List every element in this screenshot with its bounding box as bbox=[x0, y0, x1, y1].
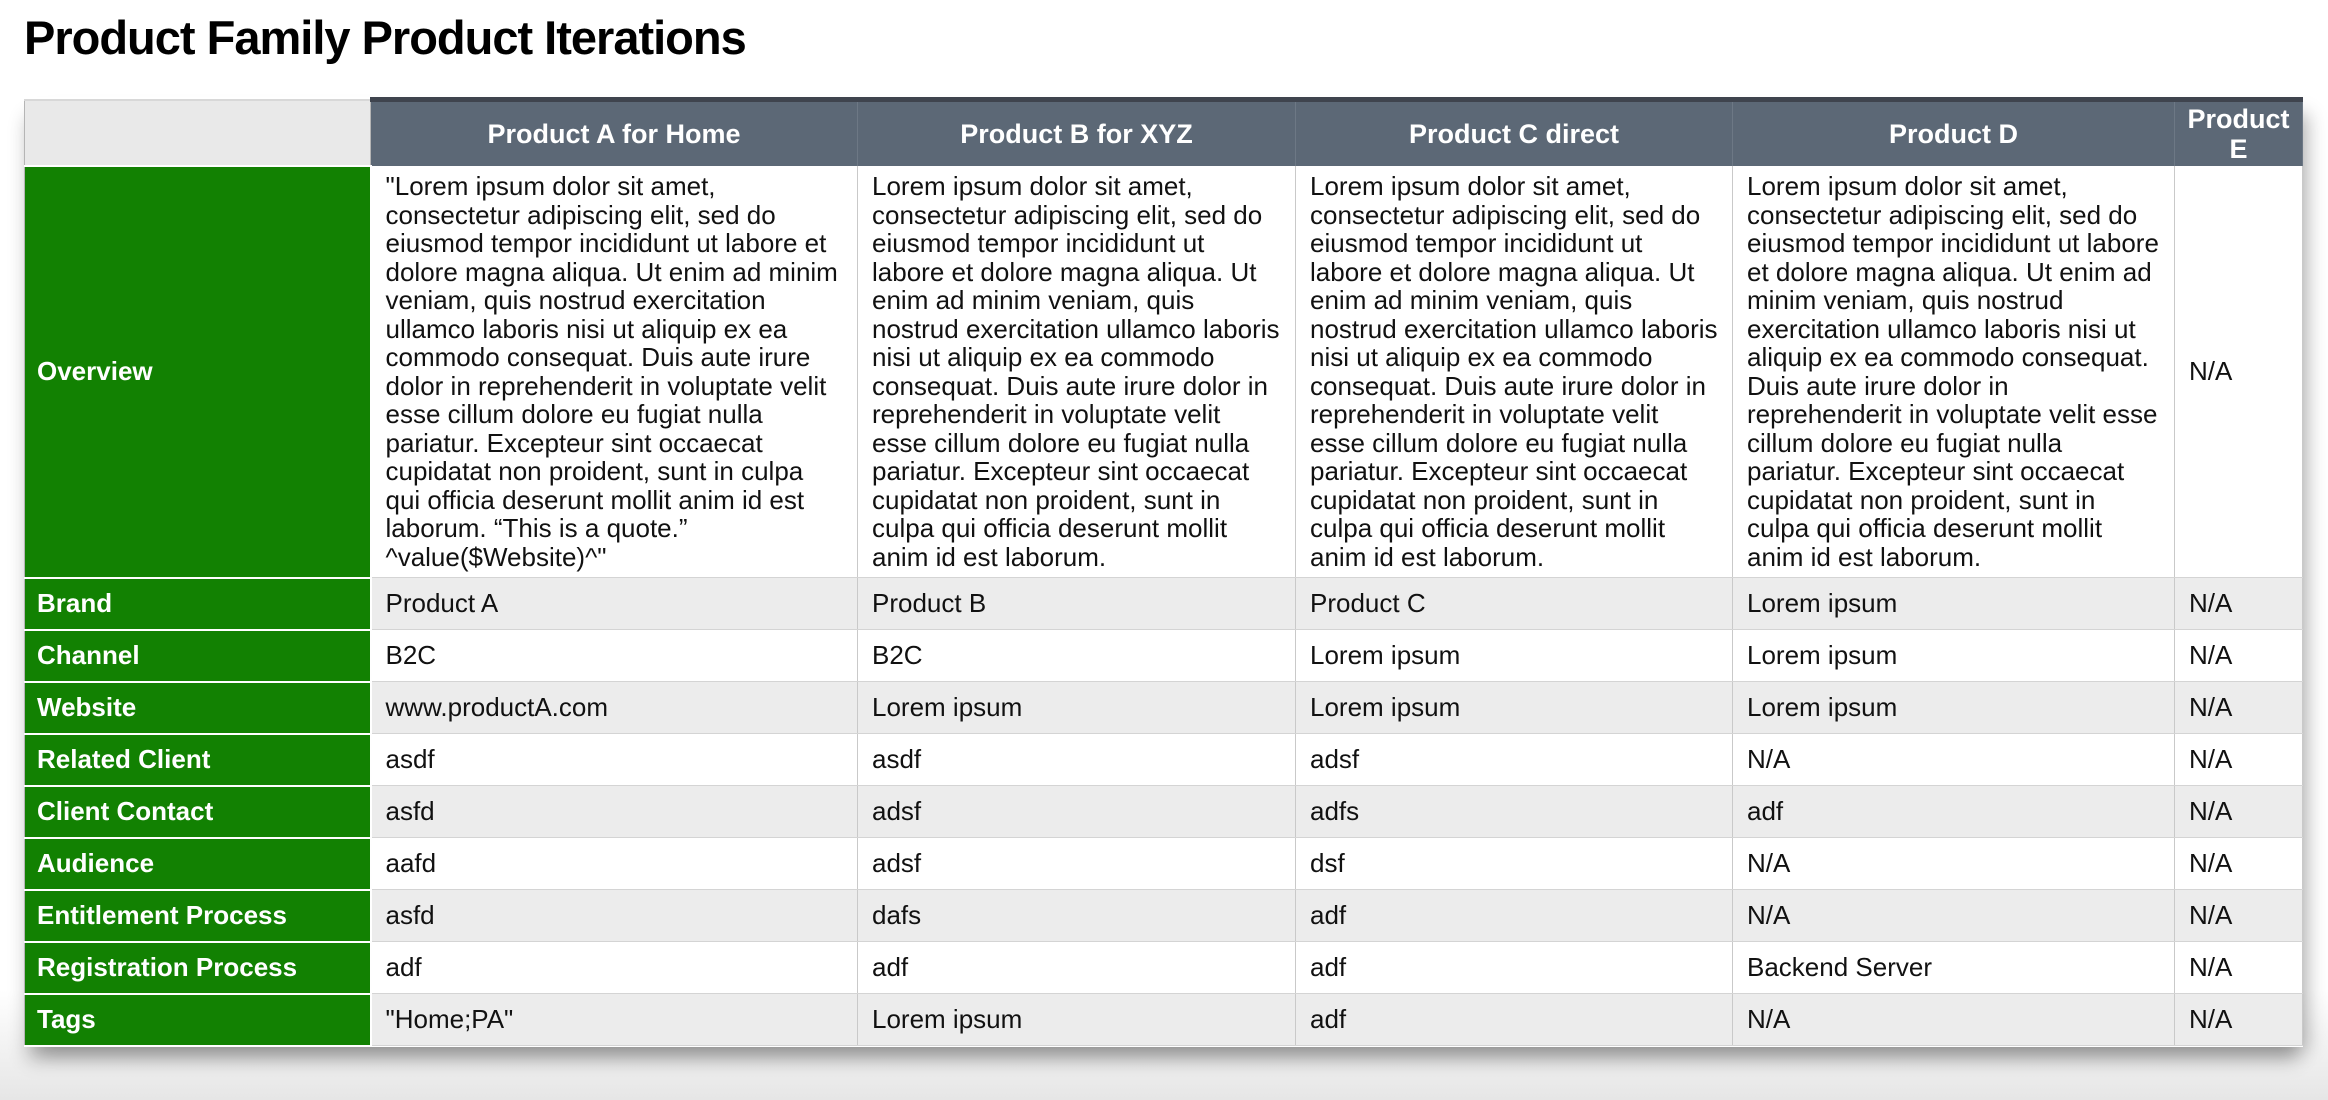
table-cell[interactable]: N/A bbox=[2175, 838, 2303, 890]
table-cell[interactable]: adsf bbox=[858, 786, 1296, 838]
table-cell[interactable]: N/A bbox=[2175, 942, 2303, 994]
table-row-entitlement-process bbox=[25, 890, 2303, 942]
table-cell[interactable]: dafs bbox=[858, 890, 1296, 942]
table-cell[interactable]: N/A bbox=[2175, 166, 2303, 578]
table-row-channel bbox=[25, 630, 2303, 682]
table-row-audience bbox=[25, 838, 2303, 890]
table-cell[interactable]: Lorem ipsum bbox=[858, 682, 1296, 734]
row-header-overview[interactable]: Overview bbox=[25, 166, 371, 578]
row-header-audience[interactable]: Audience bbox=[25, 838, 371, 890]
table-cell[interactable]: adf bbox=[858, 942, 1296, 994]
table-row-related-client bbox=[25, 734, 2303, 786]
table-cell[interactable]: asdf bbox=[371, 734, 858, 786]
table-cell[interactable]: N/A bbox=[2175, 890, 2303, 942]
table-cell[interactable]: Lorem ipsum bbox=[858, 994, 1296, 1046]
table-row-tags bbox=[25, 994, 2303, 1046]
page-title: Product Family Product Iterations bbox=[24, 11, 746, 64]
table-cell[interactable]: N/A bbox=[2175, 630, 2303, 682]
table-cell[interactable]: Lorem ipsum bbox=[1733, 578, 2175, 630]
column-header-product-a[interactable]: Product A for Home bbox=[371, 100, 858, 167]
table-cell[interactable]: adf bbox=[1733, 786, 2175, 838]
table-cell[interactable]: dsf bbox=[1296, 838, 1733, 890]
table-cell[interactable]: adf bbox=[1296, 942, 1733, 994]
table-cell[interactable]: Product C bbox=[1296, 578, 1733, 630]
column-header-product-d[interactable]: Product D bbox=[1733, 100, 2175, 167]
row-header-brand[interactable]: Brand bbox=[25, 578, 371, 630]
table-cell[interactable]: aafd bbox=[371, 838, 858, 890]
table-cell[interactable]: Lorem ipsum bbox=[1296, 630, 1733, 682]
table-cell[interactable]: N/A bbox=[1733, 734, 2175, 786]
table-cell[interactable]: adsf bbox=[1296, 734, 1733, 786]
table-cell[interactable]: Lorem ipsum dolor sit amet, consectetur adipiscing elit, sed do eiusmod tempor incididunt ut labore et dolore magna aliqua. Ut enim ad minim veniam, quis nostrud exercitation ullamco laboris nisi ut aliquip ex ea commodo consequat. Duis aute irure dolor in reprehenderit in voluptate velit esse cillum dolore eu fugiat nulla pariatur. Excepteur sint occaecat cupidatat non proident, sunt in culpa qui officia deserunt mollit anim id est laborum. bbox=[1733, 166, 2175, 578]
table-row-overview bbox=[25, 166, 2303, 578]
row-header-client-contact[interactable]: Client Contact bbox=[25, 786, 371, 838]
table-cell[interactable]: adf bbox=[1296, 890, 1733, 942]
table-cell[interactable]: Lorem ipsum bbox=[1733, 630, 2175, 682]
table-cell[interactable]: Backend Server bbox=[1733, 942, 2175, 994]
product-iterations-table bbox=[24, 97, 2303, 1047]
table-cell[interactable]: "Home;PA" bbox=[371, 994, 858, 1046]
table-cell[interactable]: "Lorem ipsum dolor sit amet, consectetur adipiscing elit, sed do eiusmod tempor incididunt ut labore et dolore magna aliqua. Ut enim ad minim veniam, quis nostrud exercitation ullamco laboris nisi ut aliquip ex ea commodo consequat. Duis aute irure dolor in reprehenderit in voluptate velit esse cillum dolore eu fugiat nulla pariatur. Excepteur sint occaecat cupidatat non proident, sunt in culpa qui officia deserunt mollit anim id est laborum. “This is a quote.” ^value($Website)^" bbox=[371, 166, 858, 578]
table-cell[interactable]: adf bbox=[371, 942, 858, 994]
corner-cell[interactable] bbox=[25, 100, 371, 167]
column-header-product-b[interactable]: Product B for XYZ bbox=[858, 100, 1296, 167]
table-row-registration-process bbox=[25, 942, 2303, 994]
table-row-website bbox=[25, 682, 2303, 734]
row-header-channel[interactable]: Channel bbox=[25, 630, 371, 682]
table-cell[interactable]: N/A bbox=[2175, 578, 2303, 630]
table-cell[interactable]: Product B bbox=[858, 578, 1296, 630]
table-cell[interactable]: Lorem ipsum dolor sit amet, consectetur adipiscing elit, sed do eiusmod tempor incididunt ut labore et dolore magna aliqua. Ut enim ad minim veniam, quis nostrud exercitation ullamco laboris nisi ut aliquip ex ea commodo consequat. Duis aute irure dolor in reprehenderit in voluptate velit esse cillum dolore eu fugiat nulla pariatur. Excepteur sint occaecat cupidatat non proident, sunt in culpa qui officia deserunt mollit anim id est laborum. bbox=[858, 166, 1296, 578]
column-header-row bbox=[25, 100, 2303, 167]
column-header-product-e[interactable]: Product E bbox=[2175, 100, 2303, 167]
table-cell[interactable]: adf bbox=[1296, 994, 1733, 1046]
table-cell[interactable]: B2C bbox=[858, 630, 1296, 682]
table-cell[interactable]: Product A bbox=[371, 578, 858, 630]
row-header-registration-process[interactable]: Registration Process bbox=[25, 942, 371, 994]
product-family-table bbox=[24, 97, 2302, 1047]
table-cell[interactable]: N/A bbox=[1733, 890, 2175, 942]
table-row-client-contact bbox=[25, 786, 2303, 838]
table-cell[interactable]: asfd bbox=[371, 890, 858, 942]
table-cell[interactable]: B2C bbox=[371, 630, 858, 682]
row-header-tags[interactable]: Tags bbox=[25, 994, 371, 1046]
table-cell[interactable]: asfd bbox=[371, 786, 858, 838]
table-cell[interactable]: adsf bbox=[858, 838, 1296, 890]
table-cell[interactable]: N/A bbox=[1733, 838, 2175, 890]
row-header-related-client[interactable]: Related Client bbox=[25, 734, 371, 786]
table-cell[interactable]: N/A bbox=[1733, 994, 2175, 1046]
column-header-product-c[interactable]: Product C direct bbox=[1296, 100, 1733, 167]
table-cell[interactable]: adfs bbox=[1296, 786, 1733, 838]
table-cell[interactable]: N/A bbox=[2175, 734, 2303, 786]
table-cell[interactable]: Lorem ipsum bbox=[1296, 682, 1733, 734]
table-row-brand bbox=[25, 578, 2303, 630]
row-header-entitlement-process[interactable]: Entitlement Process bbox=[25, 890, 371, 942]
table-cell[interactable]: www.productA.com bbox=[371, 682, 858, 734]
table-cell[interactable]: asdf bbox=[858, 734, 1296, 786]
table-cell[interactable]: N/A bbox=[2175, 682, 2303, 734]
table-cell[interactable]: Lorem ipsum dolor sit amet, consectetur adipiscing elit, sed do eiusmod tempor incididunt ut labore et dolore magna aliqua. Ut enim ad minim veniam, quis nostrud exercitation ullamco laboris nisi ut aliquip ex ea commodo consequat. Duis aute irure dolor in reprehenderit in voluptate velit esse cillum dolore eu fugiat nulla pariatur. Excepteur sint occaecat cupidatat non proident, sunt in culpa qui officia deserunt mollit anim id est laborum. bbox=[1296, 166, 1733, 578]
table-cell[interactable]: N/A bbox=[2175, 994, 2303, 1046]
table-cell[interactable]: Lorem ipsum bbox=[1733, 682, 2175, 734]
table-cell[interactable]: N/A bbox=[2175, 786, 2303, 838]
row-header-website[interactable]: Website bbox=[25, 682, 371, 734]
